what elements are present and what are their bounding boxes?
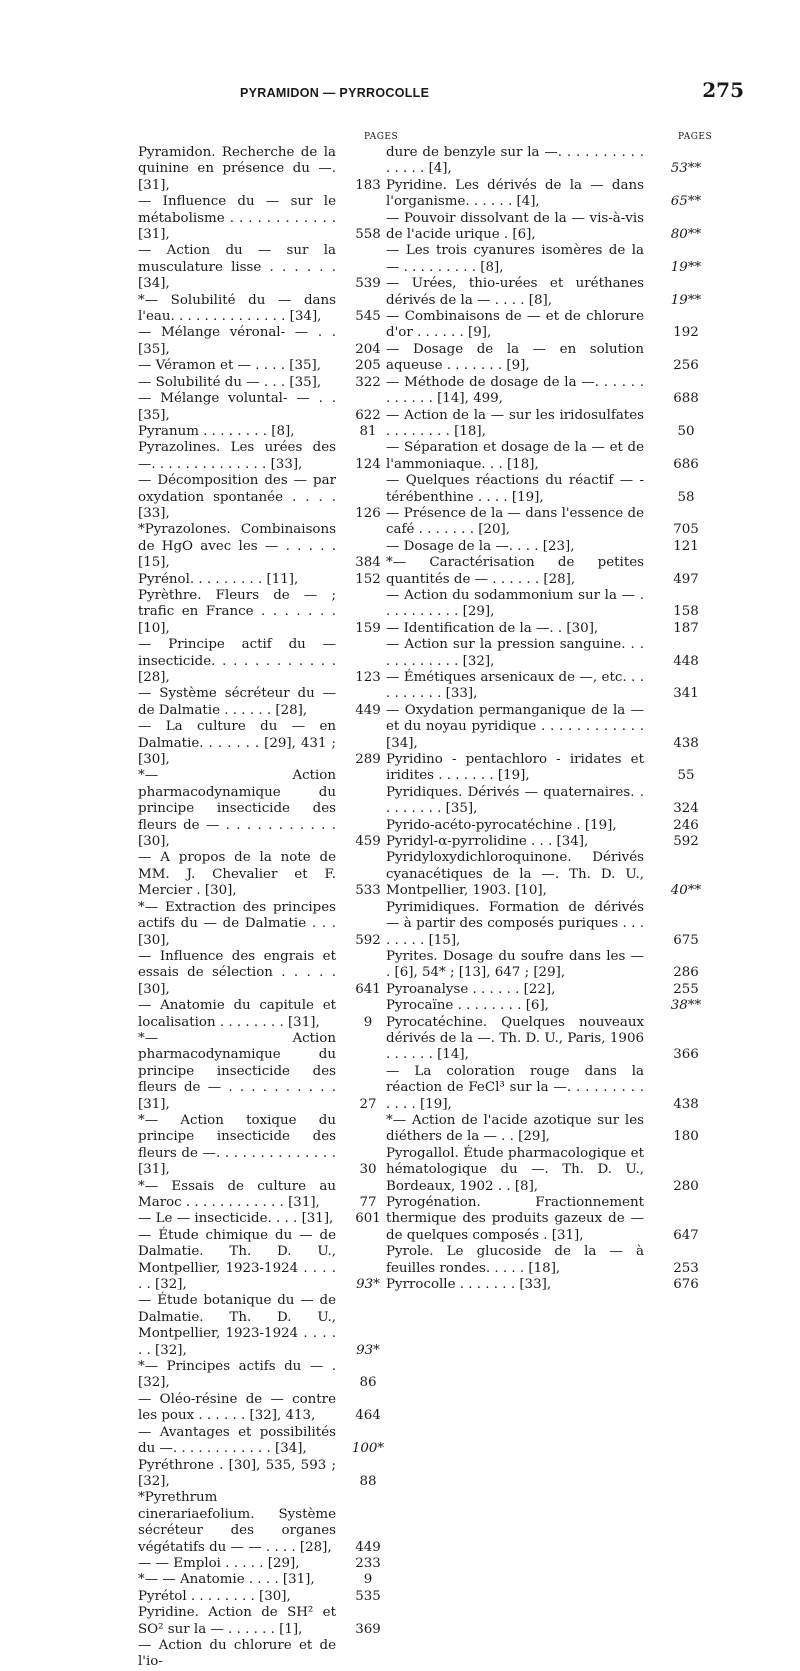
entry-text: — Principe actif du — insecticide. . . . . . . . . . . . [28],: [138, 637, 336, 685]
index-entry: [386, 145, 729, 178]
entry-page-ref: 192: [673, 325, 699, 341]
entry-text: — La culture du — en Dalmatie. . . . . . . [29], 431 ; [30],: [138, 719, 336, 768]
entry-page-ref: 9: [363, 1014, 373, 1030]
entry-page-ref: 30: [359, 1162, 377, 1178]
entry-text: Pyrocaïne . . . . . . . . [6],: [386, 998, 549, 1014]
entry-page-ref: 464: [355, 1408, 381, 1424]
entry-page-ref: 280: [673, 1178, 699, 1194]
entry-text: — Présence de la — dans l'essence de café . . . . . . . [20],: [386, 505, 644, 538]
index-entry: [386, 1277, 729, 1293]
entry-text: Pyridine. Action de SH² et SO² sur la — . . . . . . [1],: [138, 1605, 336, 1637]
entry-page-ref: 27: [359, 1096, 377, 1112]
entry-page-ref: 93*: [356, 1342, 380, 1358]
entry-page-ref: 449: [355, 702, 381, 718]
index-entry: [138, 686, 396, 719]
index-entry: [138, 1490, 396, 1556]
index-entry: [386, 408, 729, 441]
index-entry: [386, 506, 729, 539]
entry-page-ref: 384: [355, 555, 381, 571]
index-entry: [386, 440, 729, 473]
index-entry: [386, 342, 729, 375]
entry-text: Pyrogénation. Fractionnement thermique des produits gazeux de — de quelques composés . [31],: [386, 1195, 644, 1243]
entry-page-ref: 622: [355, 407, 381, 423]
entry-text: Pyrites. Dosage du soufre dans les — . [6], 54* ; [13], 647 ; [29],: [386, 948, 644, 981]
index-entry: [386, 900, 729, 949]
entry-text: Pyridiques. Dérivés — quaternaires. . . . . . . . . [35],: [386, 784, 644, 817]
entry-page-ref: 449: [355, 1539, 381, 1555]
entry-page-ref: 366: [673, 1047, 699, 1063]
entry-text: — Pouvoir dissolvant de la — vis-à-vis de l'acide urique . [6],: [386, 210, 644, 243]
entry-text: — Action du sodammonium sur la — . . . . . . . . . . [29],: [386, 587, 644, 620]
entry-text: — Anatomie du capitule et localisation . . . . . . . . [31],: [138, 998, 336, 1030]
index-entry: [138, 1113, 396, 1179]
entry-page-ref: 180: [673, 1129, 699, 1145]
entry-text: *— Principes actifs du — . [32],: [138, 1359, 336, 1391]
index-entry: [138, 1589, 396, 1605]
entry-page-ref: 255: [673, 981, 699, 997]
index-entry: [386, 834, 729, 850]
index-entry: [138, 243, 396, 292]
column-header: [386, 132, 729, 144]
index-entry: [138, 522, 396, 571]
index-entry: [138, 1425, 396, 1458]
entry-text: — Les trois cyanures isomères de la — . . . . . . . . . [8],: [386, 243, 644, 275]
entry-page-ref: 324: [673, 801, 699, 817]
entry-text: Pyrimidiques. Formation de dérivés — à partir des composés puriques . . . . . . . . [15],: [386, 899, 644, 948]
entry-page-ref: 204: [355, 341, 381, 357]
index-entry: [386, 1244, 729, 1277]
entry-page-ref: 159: [355, 620, 381, 636]
entry-page-ref: 65**: [670, 194, 702, 210]
entry-page-ref: 438: [673, 735, 699, 751]
entry-text: — Dosage de la —. . . . [23],: [386, 538, 575, 554]
index-entry: [138, 637, 396, 686]
entry-text: — Action de la — sur les iridosulfates . . . . . . . . [18],: [386, 407, 644, 439]
entry-page-ref: 448: [673, 653, 699, 669]
index-column-left: [138, 132, 399, 1671]
entry-text: — Étude botanique du — de Dalmatie. Th. D. U., Montpellier, 1923-1924 . . . . . . [32],: [138, 1293, 336, 1358]
entry-text: *— Action toxique du principe insecticide des fleurs de —. . . . . . . . . . . . . . [31],: [138, 1112, 336, 1178]
entry-page-ref: 55: [677, 768, 695, 784]
entry-page-ref: 253: [673, 1260, 699, 1276]
index-entry: [386, 949, 729, 982]
page-number: 275: [702, 78, 744, 102]
index-column-right: [386, 132, 729, 1293]
entry-page-ref: 286: [673, 965, 699, 981]
entry-page-ref: 558: [355, 227, 381, 243]
index-entry: [138, 1392, 396, 1425]
index-entry: [138, 1359, 396, 1392]
index-entry: [386, 670, 729, 703]
index-entry: [138, 473, 396, 522]
index-entry: [138, 588, 396, 637]
entry-text: — Oxydation permanganique de la — et du noyau pyridique . . . . . . . . . . . . [34],: [386, 702, 644, 751]
entry-text: — — Emploi . . . . . [29],: [138, 1555, 300, 1571]
entry-page-ref: 93*: [356, 1277, 380, 1293]
index-entry: [138, 440, 396, 473]
entry-text: — Urées, thio-urées et uréthanes dérivés de la — . . . . [8],: [386, 276, 644, 308]
entry-page-ref: 124: [355, 456, 381, 472]
entry-page-ref: 341: [673, 686, 699, 702]
index-entry: [386, 178, 729, 211]
entry-page-ref: 438: [673, 1096, 699, 1112]
entry-page-ref: 88: [359, 1473, 377, 1489]
index-entry: [386, 588, 729, 621]
index-entry: [386, 621, 729, 637]
entry-text: *— Solubilité du — dans l'eau. . . . . . . . . . . . . . [34],: [138, 292, 336, 325]
index-entry: [386, 998, 729, 1014]
index-entry: [386, 752, 729, 785]
entry-text: Pyridino - pentachloro - iridates et iridites . . . . . . . [19],: [386, 752, 644, 784]
entry-text: — Système sécréteur du — de Dalmatie . . . . . . [28],: [138, 686, 336, 718]
entry-text: *— — Anatomie . . . . [31],: [138, 1572, 315, 1588]
entry-page-ref: 459: [355, 834, 381, 850]
entry-text: dure de benzyle sur la —. . . . . . . . . . . . . . . [4],: [386, 145, 644, 177]
entry-page-ref: 80**: [670, 227, 702, 243]
entry-page-ref: 497: [673, 571, 699, 587]
index-entry: [386, 703, 729, 752]
entry-text: — Identification de la —. . [30],: [386, 620, 599, 636]
entry-page-ref: 100*: [351, 1441, 385, 1457]
entry-text: — Action du chlorure et de l'io-: [138, 1637, 336, 1670]
index-entry: [138, 325, 396, 358]
running-head: [0, 80, 800, 110]
entry-text: *— Essais de culture au Maroc . . . . . . . . . . . . [31],: [138, 1178, 336, 1210]
index-entry: [138, 998, 396, 1031]
entry-text: — Combinaisons de — et de chlorure d'or . . . . . . [9],: [386, 309, 644, 341]
index-entry: [386, 637, 729, 670]
entry-page-ref: 187: [673, 620, 699, 636]
index-entry: [138, 358, 396, 374]
index-entry: [386, 539, 729, 555]
index-entry: [386, 1146, 729, 1195]
index-entry: [386, 276, 729, 309]
entry-text: — Séparation et dosage de la — et de l'ammoniaque. . . [18],: [386, 440, 644, 472]
entry-page-ref: 126: [355, 505, 381, 521]
index-entry: [138, 900, 396, 949]
entry-page-ref: 369: [355, 1621, 381, 1637]
entry-page-ref: 9: [363, 1572, 373, 1588]
entry-text: — La coloration rouge dans la réaction de FeCl³ sur la —. . . . . . . . . . . . . [19],: [386, 1063, 644, 1112]
index-entry: [386, 243, 729, 276]
index-entry: [138, 949, 396, 998]
entry-text: *— Action pharmacodynamique du principe insecticide des fleurs de — . . . . . . . . . . [31],: [138, 1030, 336, 1112]
index-entry: [138, 572, 396, 588]
entry-page-ref: 40**: [670, 883, 702, 899]
column-header-label: PAGES: [364, 132, 399, 142]
index-entry: [386, 982, 729, 998]
entry-text: Pyroanalyse . . . . . . [22],: [386, 981, 556, 997]
entry-text: *Pyrethrum cinerariaefolium. Système sécréteur des organes végétatifs du — — . . . . [28],: [138, 1490, 336, 1555]
entry-page-ref: 289: [355, 752, 381, 768]
entry-text: Pyridine. Les dérivés de la — dans l'organisme. . . . . . [4],: [386, 177, 644, 210]
entry-text: Pyrido-acéto-pyrocatéchine . [19],: [386, 817, 617, 833]
entry-text: *— Action de l'acide azotique sur les diéthers de la — . . [29],: [386, 1112, 644, 1145]
entry-page-ref: 686: [673, 456, 699, 472]
index-entry: [138, 1638, 396, 1671]
index-entry: [138, 1458, 396, 1491]
index-entry: [138, 1228, 396, 1294]
entry-text: — Oléo-résine de — contre les poux . . . . . . [32], 413,: [138, 1391, 336, 1424]
index-entry: [386, 375, 729, 408]
entry-text: — Action du — sur la musculature lisse . . . . . . [34],: [138, 243, 336, 292]
entry-text: — Dosage de la — en solution aqueuse . . . . . . . [9],: [386, 341, 644, 374]
entry-page-ref: 322: [355, 374, 381, 390]
entry-page-ref: 705: [673, 522, 699, 538]
entry-text: — Véramon et — . . . . [35],: [138, 358, 322, 374]
entry-text: — Quelques réactions du réactif — -térébenthine . . . . [19],: [386, 473, 644, 505]
entry-text: — A propos de la note de MM. J. Chevalier et F. Mercier . [30],: [138, 850, 336, 899]
entry-text: *Pyrazolones. Combinaisons de HgO avec les — . . . . . [15],: [138, 522, 336, 571]
entry-page-ref: 158: [673, 604, 699, 620]
index-entry: [386, 211, 729, 244]
entry-page-ref: 19**: [670, 292, 702, 308]
entry-page-ref: 53**: [670, 161, 702, 177]
entry-page-ref: 183: [355, 177, 381, 193]
index-entry: [138, 1605, 396, 1638]
index-entry: [386, 309, 729, 342]
entry-text: — Mélange véronal- — . . [35],: [138, 325, 336, 357]
entry-text: *— Extraction des principes actifs du — de Dalmatie . . . [30],: [138, 899, 336, 948]
entry-page-ref: 256: [673, 358, 699, 374]
entry-text: Pyrénol. . . . . . . . . [11],: [138, 571, 299, 587]
entry-page-ref: 77: [359, 1195, 377, 1210]
column-header: [138, 132, 399, 144]
entry-page-ref: 86: [359, 1375, 377, 1391]
entry-text: Pyrétol . . . . . . . . [30],: [138, 1588, 291, 1604]
running-title: PYRAMIDON — PYRROCOLLE: [240, 86, 430, 100]
entry-page-ref: 601: [355, 1211, 381, 1227]
index-entry: [386, 850, 729, 899]
entry-text: Pyramidon. Recherche de la quinine en présence du —. [31],: [138, 145, 336, 193]
entry-text: *— Action pharmacodynamique du principe insecticide des fleurs de — . . . . . . . . . . . [30],: [138, 768, 336, 850]
entry-text: Pyrèthre. Fleurs de — ; trafic en France . . . . . . . [10],: [138, 587, 336, 636]
entry-page-ref: 246: [673, 817, 699, 833]
index-entry: [386, 555, 729, 588]
entry-page-ref: 58: [677, 489, 695, 505]
index-entry: [386, 1064, 729, 1113]
entry-text: *— Caractérisation de petites quantités de — . . . . . . [28],: [386, 555, 644, 587]
entry-text: Pyrocatéchine. Quelques nouveaux dérivés de la —. Th. D. U., Paris, 1906 . . . . . . [14],: [386, 1014, 644, 1063]
index-entry: [386, 1195, 729, 1244]
entry-page-ref: 592: [673, 834, 699, 850]
entry-text: — Action sur la pression sanguine. . . . . . . . . . . . [32],: [386, 637, 644, 669]
entry-page-ref: 152: [355, 571, 381, 587]
entry-text: Pyréthrone . [30], 535, 593 ; [32],: [138, 1457, 336, 1489]
index-entry: [386, 473, 729, 506]
index-entry: [138, 145, 396, 194]
entry-text: — Émétiques arsenicaux de —, etc. . . . . . . . . . [33],: [386, 670, 644, 702]
entry-text: Pyridyl-α-pyrrolidine . . . [34],: [386, 834, 589, 850]
entry-page-ref: 647: [673, 1227, 699, 1243]
entry-page-ref: 675: [673, 932, 699, 948]
entry-page-ref: 81: [359, 423, 377, 439]
index-entry: [138, 293, 396, 326]
entry-text: — Étude chimique du — de Dalmatie. Th. D. U., Montpellier, 1923-1924 . . . . . . [32],: [138, 1227, 336, 1293]
entry-text: — Méthode de dosage de la —. . . . . . . . . . . . [14], 499,: [386, 374, 644, 407]
index-entry: [138, 1211, 396, 1227]
entry-text: — Influence du — sur le métabolisme . . . . . . . . . . . . [31],: [138, 194, 336, 243]
entry-page-ref: 38**: [670, 998, 702, 1014]
entry-page-ref: 205: [355, 358, 381, 374]
entry-page-ref: 19**: [670, 259, 702, 275]
entry-page-ref: 545: [355, 309, 381, 325]
entry-text: Pyrrocolle . . . . . . . [33],: [386, 1277, 552, 1293]
entry-page-ref: 535: [355, 1588, 381, 1604]
index-entry: [138, 1031, 396, 1113]
index-entry: [138, 1293, 396, 1359]
entry-text: — Solubilité du — . . . [35],: [138, 374, 322, 390]
entry-page-ref: 688: [673, 391, 699, 407]
index-entry: [386, 1113, 729, 1146]
entry-text: — Mélange voluntal- — . . [35],: [138, 391, 336, 423]
index-entry: [138, 1572, 396, 1588]
index-entry: [386, 1015, 729, 1064]
entry-page-ref: 676: [673, 1277, 699, 1293]
entry-page-ref: 592: [355, 932, 381, 948]
entry-text: — Le — insecticide. . . . [31],: [138, 1211, 334, 1227]
entry-page-ref: 539: [355, 276, 381, 292]
entry-text: — Avantages et possibilités du —. . . . . . . . . . . . [34],: [138, 1424, 336, 1457]
entry-page-ref: 533: [355, 883, 381, 899]
column-header-label: PAGES: [678, 132, 713, 142]
entry-page-ref: 121: [673, 538, 699, 554]
entry-text: Pyrole. Le glucoside de la — à feuilles rondes. . . . . [18],: [386, 1244, 644, 1276]
entry-page-ref: 50: [677, 423, 695, 439]
index-entry: [386, 818, 729, 834]
entry-text: — Influence des engrais et essais de sélection . . . . . [30],: [138, 948, 336, 997]
entry-text: Pyranum . . . . . . . . [8],: [138, 423, 295, 439]
entry-text: — Décomposition des — par oxydation spontanée . . . . [33],: [138, 473, 336, 521]
entry-text: Pyrazolines. Les urées des —. . . . . . . . . . . . . . [33],: [138, 440, 336, 472]
index-entry: [138, 1556, 396, 1572]
entry-text: Pyridyloxydichloroquinone. Dérivés cyanacétiques de la —. Th. D. U., Montpellier, 1903. [10],: [386, 850, 644, 899]
entry-text: Pyrogallol. Étude pharmacologique et hématologique du —. Th. D. U., Bordeaux, 1902 . . [8],: [386, 1145, 644, 1194]
entry-page-ref: 233: [355, 1555, 381, 1571]
index-entry: [138, 194, 396, 243]
index-entry: [138, 719, 396, 768]
index-entry: [138, 375, 396, 391]
index-entry: [138, 768, 396, 850]
index-entry: [138, 850, 396, 899]
index-entry: [138, 1179, 396, 1212]
entry-page-ref: 641: [355, 981, 381, 997]
index-entry: [386, 785, 729, 818]
index-entry: [138, 424, 396, 440]
entry-page-ref: 123: [355, 670, 381, 685]
index-entry: [138, 391, 396, 424]
